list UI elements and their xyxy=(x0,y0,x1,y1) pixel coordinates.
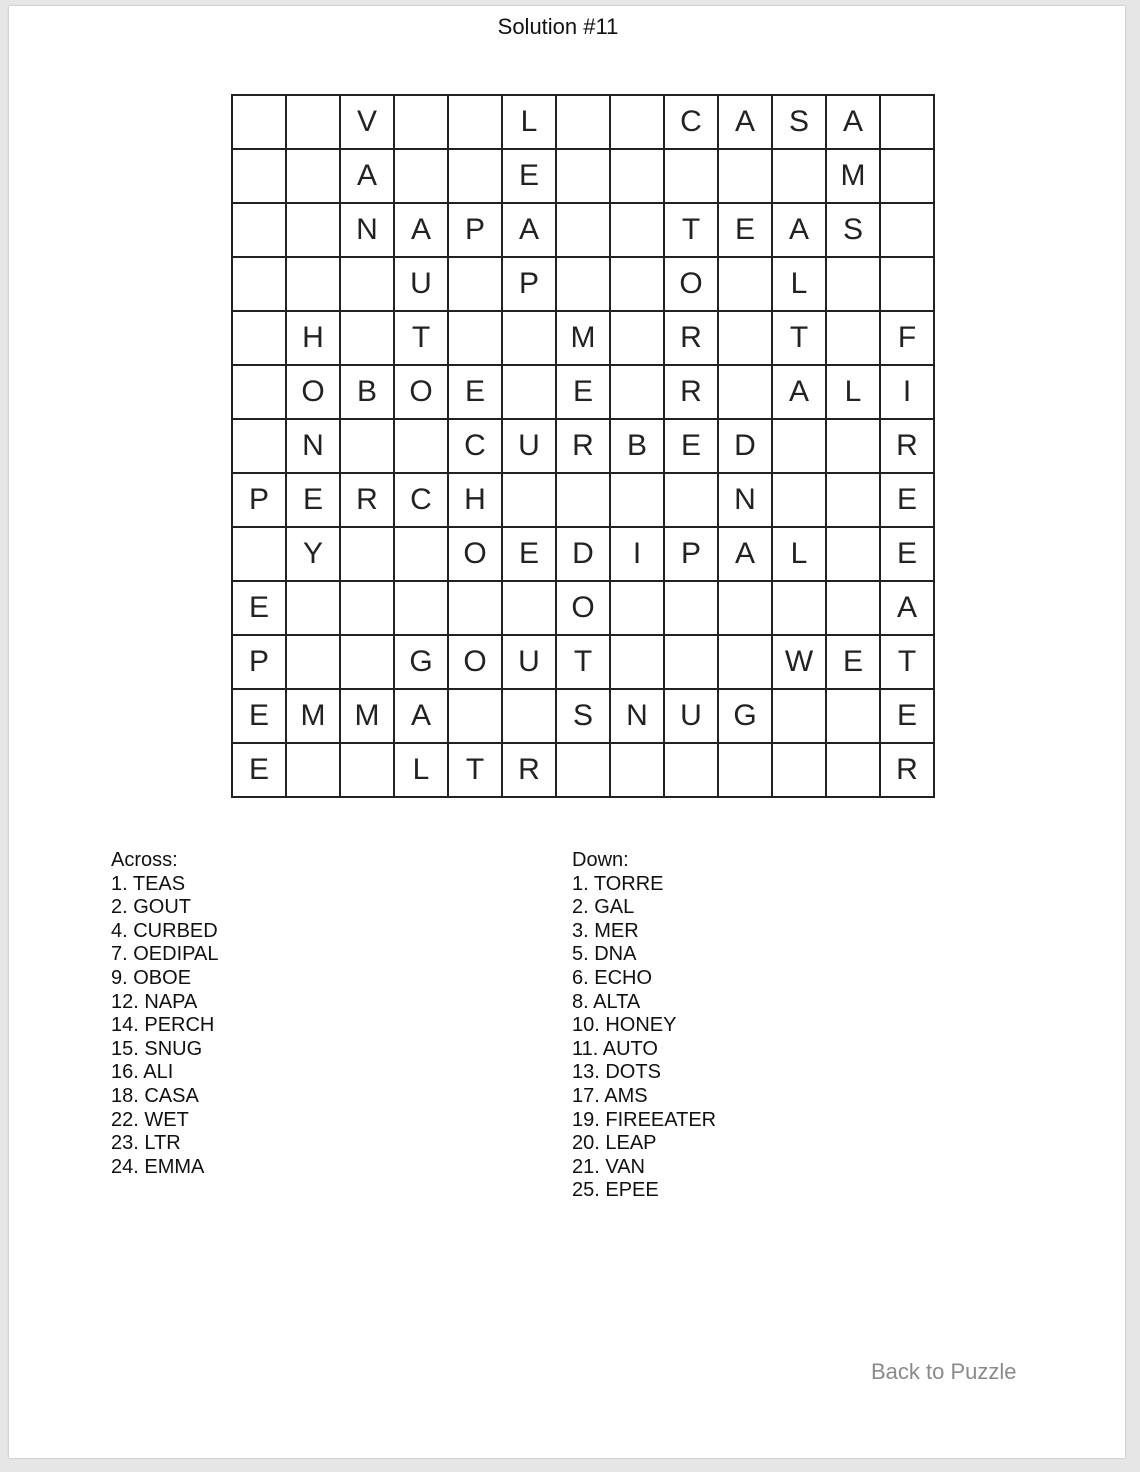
grid-cell xyxy=(773,690,827,744)
grid-cell: D xyxy=(557,528,611,582)
grid-cell: M xyxy=(287,690,341,744)
grid-cell xyxy=(557,474,611,528)
grid-cell xyxy=(611,150,665,204)
down-clue: 5. DNA xyxy=(572,943,637,966)
grid-cell xyxy=(557,744,611,798)
grid-cell xyxy=(611,474,665,528)
grid-cell xyxy=(827,474,881,528)
grid-cell xyxy=(773,420,827,474)
grid-cell: O xyxy=(287,366,341,420)
grid-cell xyxy=(557,258,611,312)
grid-cell: R xyxy=(665,366,719,420)
grid-cell: L xyxy=(773,258,827,312)
down-clue: 8. ALTA xyxy=(572,990,641,1013)
grid-cell: B xyxy=(341,366,395,420)
grid-cell: A xyxy=(827,96,881,150)
grid-cell xyxy=(719,636,773,690)
grid-cell xyxy=(611,582,665,636)
across-clues xyxy=(111,849,218,1179)
grid-cell: E xyxy=(287,474,341,528)
down-clue: 11. AUTO xyxy=(572,1037,658,1060)
across-clue: 4. CURBED xyxy=(111,919,218,942)
grid-cell xyxy=(773,744,827,798)
grid-cell: P xyxy=(233,474,287,528)
grid-cell xyxy=(665,474,719,528)
grid-cell: U xyxy=(503,420,557,474)
across-clue: 24. EMMA xyxy=(111,1155,205,1178)
grid-cell xyxy=(611,366,665,420)
grid-cell: M xyxy=(557,312,611,366)
grid-cell: A xyxy=(395,690,449,744)
grid-cell: A xyxy=(341,150,395,204)
grid-cell: H xyxy=(287,312,341,366)
grid-cell: U xyxy=(395,258,449,312)
grid-cell: P xyxy=(503,258,557,312)
grid-cell xyxy=(503,312,557,366)
grid-cell: A xyxy=(773,366,827,420)
grid-cell xyxy=(449,96,503,150)
grid-cell xyxy=(611,96,665,150)
grid-cell xyxy=(233,366,287,420)
grid-cell xyxy=(449,150,503,204)
across-clue: 18. CASA xyxy=(111,1084,199,1107)
grid-cell xyxy=(827,582,881,636)
grid-cell: R xyxy=(557,420,611,474)
grid-cell xyxy=(341,528,395,582)
grid-cell xyxy=(395,96,449,150)
grid-cell: A xyxy=(719,96,773,150)
grid-cell: R xyxy=(881,420,935,474)
grid-cell xyxy=(719,312,773,366)
grid-cell: A xyxy=(773,204,827,258)
grid-cell: E xyxy=(233,582,287,636)
down-clue: 13. DOTS xyxy=(572,1061,661,1084)
grid-cell xyxy=(665,744,719,798)
grid-cell: P xyxy=(449,204,503,258)
grid-cell: E xyxy=(233,690,287,744)
grid-cell xyxy=(665,582,719,636)
grid-cell: E xyxy=(233,744,287,798)
grid-cell xyxy=(881,258,935,312)
grid-cell: N xyxy=(611,690,665,744)
grid-cell: C xyxy=(665,96,719,150)
grid-cell: I xyxy=(881,366,935,420)
grid-cell: T xyxy=(881,636,935,690)
grid-cell xyxy=(719,150,773,204)
grid-cell xyxy=(611,258,665,312)
grid-cell xyxy=(719,744,773,798)
grid-cell: E xyxy=(449,366,503,420)
grid-cell: N xyxy=(287,420,341,474)
grid-cell xyxy=(773,150,827,204)
grid-cell: E xyxy=(557,366,611,420)
grid-cell xyxy=(395,150,449,204)
grid-cell: E xyxy=(503,528,557,582)
grid-cell xyxy=(449,582,503,636)
grid-cell: I xyxy=(611,528,665,582)
grid-cell xyxy=(611,744,665,798)
down-heading: Down: xyxy=(572,849,629,871)
grid-cell xyxy=(557,96,611,150)
down-clue: 17. AMS xyxy=(572,1084,648,1107)
grid-cell: O xyxy=(395,366,449,420)
grid-cell: A xyxy=(503,204,557,258)
grid-cell xyxy=(395,420,449,474)
grid-cell xyxy=(881,204,935,258)
across-clue: 16. ALI xyxy=(111,1061,174,1084)
grid-cell xyxy=(341,258,395,312)
grid-cell xyxy=(233,150,287,204)
grid-cell xyxy=(287,150,341,204)
grid-cell xyxy=(827,690,881,744)
grid-cell xyxy=(719,366,773,420)
grid-cell xyxy=(827,744,881,798)
grid-cell xyxy=(341,744,395,798)
grid-cell xyxy=(773,474,827,528)
grid-cell: W xyxy=(773,636,827,690)
across-clue: 2. GOUT xyxy=(111,896,192,919)
grid-cell xyxy=(719,258,773,312)
grid-cell: L xyxy=(773,528,827,582)
grid-cell xyxy=(557,204,611,258)
grid-cell xyxy=(287,258,341,312)
down-clue: 10. HONEY xyxy=(572,1014,677,1037)
grid-cell xyxy=(611,312,665,366)
grid-cell xyxy=(233,258,287,312)
grid-cell xyxy=(881,96,935,150)
grid-cell: L xyxy=(827,366,881,420)
grid-cell xyxy=(233,528,287,582)
grid-cell xyxy=(827,420,881,474)
grid-cell: U xyxy=(665,690,719,744)
grid-cell: M xyxy=(827,150,881,204)
down-clues xyxy=(572,849,716,1203)
grid-cell: O xyxy=(449,636,503,690)
grid-cell xyxy=(503,366,557,420)
grid-cell: M xyxy=(341,690,395,744)
grid-cell xyxy=(341,636,395,690)
grid-cell: B xyxy=(611,420,665,474)
grid-cell: E xyxy=(827,636,881,690)
grid-cell: T xyxy=(665,204,719,258)
grid-cell: N xyxy=(341,204,395,258)
grid-cell: S xyxy=(827,204,881,258)
grid-cell xyxy=(233,96,287,150)
grid-cell xyxy=(503,690,557,744)
grid-cell: H xyxy=(449,474,503,528)
grid-cell xyxy=(395,582,449,636)
down-clue: 6. ECHO xyxy=(572,966,653,989)
solution-page xyxy=(9,6,1125,1458)
across-clue: 22. WET xyxy=(111,1108,189,1131)
across-heading: Across: xyxy=(111,849,178,871)
grid-cell: T xyxy=(557,636,611,690)
down-clue: 2. GAL xyxy=(572,896,635,919)
down-clue: 19. FIREEATER xyxy=(572,1108,717,1131)
across-clue: 9. OBOE xyxy=(111,966,192,989)
grid-cell xyxy=(503,474,557,528)
grid-cell xyxy=(341,582,395,636)
across-clue: 14. PERCH xyxy=(111,1014,215,1037)
grid-cell xyxy=(287,636,341,690)
grid-cell xyxy=(773,582,827,636)
grid-cell xyxy=(287,96,341,150)
grid-cell: R xyxy=(503,744,557,798)
grid-cell xyxy=(665,150,719,204)
grid-cell: O xyxy=(557,582,611,636)
grid-cell: N xyxy=(719,474,773,528)
down-clue: 20. LEAP xyxy=(572,1132,657,1155)
grid-cell: A xyxy=(719,528,773,582)
grid-cell xyxy=(719,582,773,636)
grid-cell: P xyxy=(233,636,287,690)
grid-cell xyxy=(665,636,719,690)
grid-cell xyxy=(233,420,287,474)
grid-cell xyxy=(449,312,503,366)
grid-cell xyxy=(557,150,611,204)
across-clue: 1. TEAS xyxy=(111,872,186,895)
grid-cell xyxy=(827,258,881,312)
across-clue: 15. SNUG xyxy=(111,1037,203,1060)
grid-cell: T xyxy=(395,312,449,366)
grid-cell: E xyxy=(881,528,935,582)
back-to-puzzle-link[interactable]: Back to Puzzle xyxy=(871,1359,1017,1384)
grid-cell: E xyxy=(881,474,935,528)
grid-cell: V xyxy=(341,96,395,150)
grid-cell xyxy=(233,312,287,366)
grid-cell: T xyxy=(773,312,827,366)
grid-cell xyxy=(395,528,449,582)
grid-cell xyxy=(233,204,287,258)
grid-cell: L xyxy=(503,96,557,150)
grid-cell: R xyxy=(341,474,395,528)
across-clue: 7. OEDIPAL xyxy=(111,943,219,966)
grid-cell: A xyxy=(881,582,935,636)
grid-cell xyxy=(827,528,881,582)
grid-cell: T xyxy=(449,744,503,798)
grid-cell xyxy=(341,420,395,474)
across-clue: 23. LTR xyxy=(111,1132,181,1155)
grid-cell: A xyxy=(395,204,449,258)
grid-cell: C xyxy=(395,474,449,528)
down-clue: 1. TORRE xyxy=(572,872,664,895)
down-clue: 21. VAN xyxy=(572,1155,645,1178)
down-clue: 25. EPEE xyxy=(572,1179,659,1202)
across-clue: 12. NAPA xyxy=(111,990,198,1013)
grid-cell: G xyxy=(719,690,773,744)
grid-cell xyxy=(449,258,503,312)
grid-cell xyxy=(881,150,935,204)
grid-cell xyxy=(287,204,341,258)
down-clue: 3. MER xyxy=(572,919,639,942)
grid-cell: R xyxy=(881,744,935,798)
grid-cell: E xyxy=(881,690,935,744)
grid-cell: E xyxy=(503,150,557,204)
grid-cell: P xyxy=(665,528,719,582)
grid-cell xyxy=(503,582,557,636)
grid-cell xyxy=(827,312,881,366)
grid-cell: C xyxy=(449,420,503,474)
grid-cell xyxy=(287,744,341,798)
grid-cell: L xyxy=(395,744,449,798)
grid-cell: D xyxy=(719,420,773,474)
grid-cell: E xyxy=(719,204,773,258)
grid-cell xyxy=(341,312,395,366)
page-title: Solution #11 xyxy=(497,14,619,39)
grid-cell xyxy=(611,204,665,258)
grid-cell: G xyxy=(395,636,449,690)
grid-cell: S xyxy=(773,96,827,150)
crossword-grid xyxy=(231,94,935,798)
grid-cell: E xyxy=(665,420,719,474)
grid-cell: R xyxy=(665,312,719,366)
grid-cell: S xyxy=(557,690,611,744)
grid-cell: O xyxy=(665,258,719,312)
grid-cell xyxy=(611,636,665,690)
grid-cell: Y xyxy=(287,528,341,582)
grid-cell: U xyxy=(503,636,557,690)
grid-cell xyxy=(287,582,341,636)
grid-cell: O xyxy=(449,528,503,582)
grid-cell xyxy=(449,690,503,744)
grid-cell: F xyxy=(881,312,935,366)
